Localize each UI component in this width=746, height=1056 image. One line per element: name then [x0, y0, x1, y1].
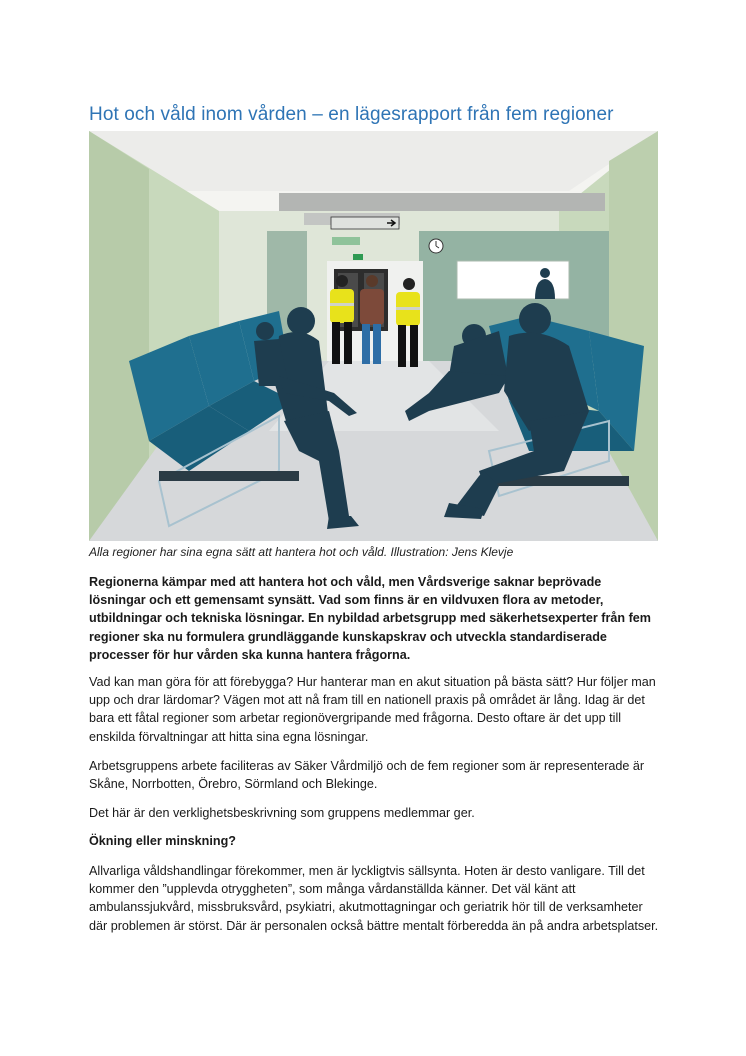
lead-paragraph: Regionerna kämpar med att hantera hot och våld, men Vårdsverige saknar beprövade lösningar och ett gemensamt synsätt. Vad som finns är en vildvuxen flora av metoder, utbildningar och tekniska lösningar. En nybildad arbetsgrupp med säkerhetsexperter från fem regioner ska nu formulera grundläggande kunskapskrav och utveckla standardiserade processer för hur vården ska kunna hantera frågorna. [89, 575, 651, 662]
hospital-waiting-room-illustration [89, 131, 658, 541]
body-paragraph-1: Vad kan man göra för att förebygga? Hur hanterar man en akut situation på bästa sätt? Hur följer man upp och drar lärdomar? Vägen mot att nå fram till en nationell praxis på området är lång. Idag är det bara ett fåtal regioner som arbetar regionövergripande med frågorna. Desto oftare är det upp till enskilda förvaltningar att hitta sina egna lösningar. [89, 675, 656, 744]
section-subheading: Ökning eller minskning? [89, 834, 236, 848]
exit-arrow-sign [331, 217, 399, 229]
image-caption: Alla regioner har sina egna sätt att hantera hot och våld. Illustration: Jens Klevje [89, 545, 514, 559]
body-paragraph-2: Arbetsgruppens arbete faciliteras av Säker Vårdmiljö och de fem regioner som är representerade är Skåne, Norrbotten, Örebro, Sörmland och Blekinge. [89, 759, 645, 792]
article-title: Hot och våld inom vården – en lägesrapport från fem regioner [89, 104, 614, 125]
body-paragraph-3: Det här är den verklighetsbeskrivning som gruppens medlemmar ger. [89, 806, 475, 820]
body-paragraph-4: Allvarliga våldshandlingar förekommer, men är lyckligtvis sällsynta. Hoten är desto vanligare. Till det kommer den ”upplevda otryggheten”, som många vårdanställda känner. Det väl känt att ambulanssjukvård, missbruksvård, psykiatri, akutmottagningar och geriatrik hör till de verksamheter där problemen är störst. Där är personalen också bättre mentalt förberedda än på andra arbetsplatser. [89, 864, 659, 933]
wall-clock [429, 239, 443, 253]
